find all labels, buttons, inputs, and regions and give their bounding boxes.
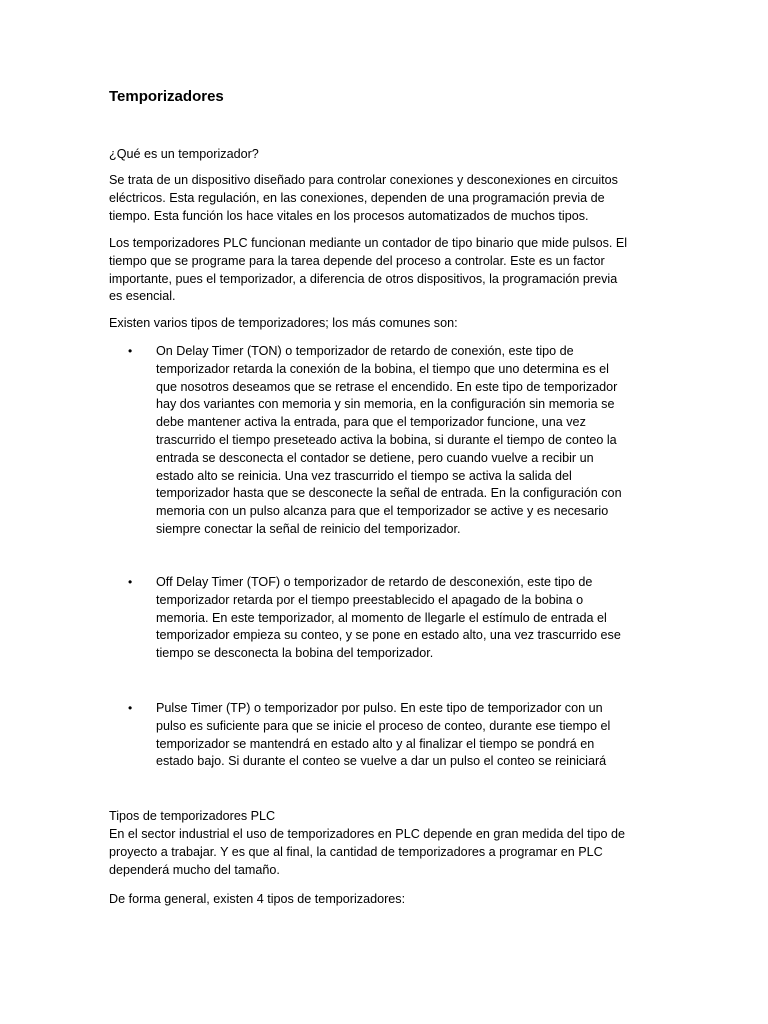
paragraph-four-types: De forma general, existen 4 tipos de temporizadores: <box>109 892 406 906</box>
bullet-icon: • <box>128 575 133 589</box>
paragraph-types-intro: Existen varios tipos de temporizadores; los más comunes son: <box>109 316 458 330</box>
bullet-icon: • <box>128 701 133 715</box>
paragraph-plc-timers: Los temporizadores PLC funcionan mediante un contador de tipo binario que mide pulsos. El tiempo que se programe para la tarea depende del proceso a controlar. Este es un factor importante, pues el temporizador, a diferencia de otros dispositivos, la programación previa es esencial. <box>109 236 628 304</box>
bullet-icon: • <box>128 344 133 358</box>
paragraph-industrial-use: En el sector industrial el uso de temporizadores en PLC depende en gran medida del tipo de proyecto a trabajar. Y es que al final, la cantidad de temporizadores a programar en PLC dependerá mucho del tamaño. <box>109 827 625 877</box>
list-item-text: Off Delay Timer (TOF) o temporizador de retardo de desconexión, este tipo de temporizador retarda por el tiempo preestablecido el apagado de la bobina o memoria. En este temporizador, al momento de llegarle el estímulo de entrada el temporizador empieza su conteo, y se pone en estado alto, una vez trascurrido ese tiempo se desconecta la bobina del temporizador. <box>156 575 621 661</box>
question-heading: ¿Qué es un temporizador? <box>109 147 259 161</box>
section-heading: Tipos de temporizadores PLC <box>109 809 276 823</box>
list-item-text: On Delay Timer (TON) o temporizador de retardo de conexión, este tipo de temporizador retarda la conexión de la bobina, el tiempo que uno determina es el que nosotros deseamos que se retrase el encendido. En este tipo de temporizador hay dos variantes con memoria y sin memoria, en la configuración sin memoria se debe mantener activa la entrada, para que el temporizador funcione, una vez trascurrido el tiempo preseteado activa la bobina, si durante el tiempo de conteo la entrada se desconecta el contador se detiene, pero cuando vuelve a recibir un estado alto se reinicia. Una vez trascurrido el tiempo se activa la salida del temporizador hasta que se desconecte la señal de entrada. En la configuración con memoria con un pulso alcanza para que el temporizador se active y es necesario siempre conectar la señal de reinicio del temporizador. <box>156 344 622 536</box>
paragraph-definition: Se trata de un dispositivo diseñado para controlar conexiones y desconexiones en circuitos eléctricos. Esta regulación, en las conexiones, dependen de una programación previa de tiempo. Esta función los hace vitales en los procesos automatizados de muchos tipos. <box>109 173 618 223</box>
list-item-text: Pulse Timer (TP) o temporizador por pulso. En este tipo de temporizador con un pulso es suficiente para que se inicie el proceso de conteo, durante ese tiempo el temporizador se mantendrá en estado alto y al finalizar el tiempo se pondrá en estado bajo. Si durante el conteo se vuelve a dar un pulso el conteo se reiniciará <box>156 701 611 769</box>
document-title: Temporizadores <box>109 88 224 105</box>
